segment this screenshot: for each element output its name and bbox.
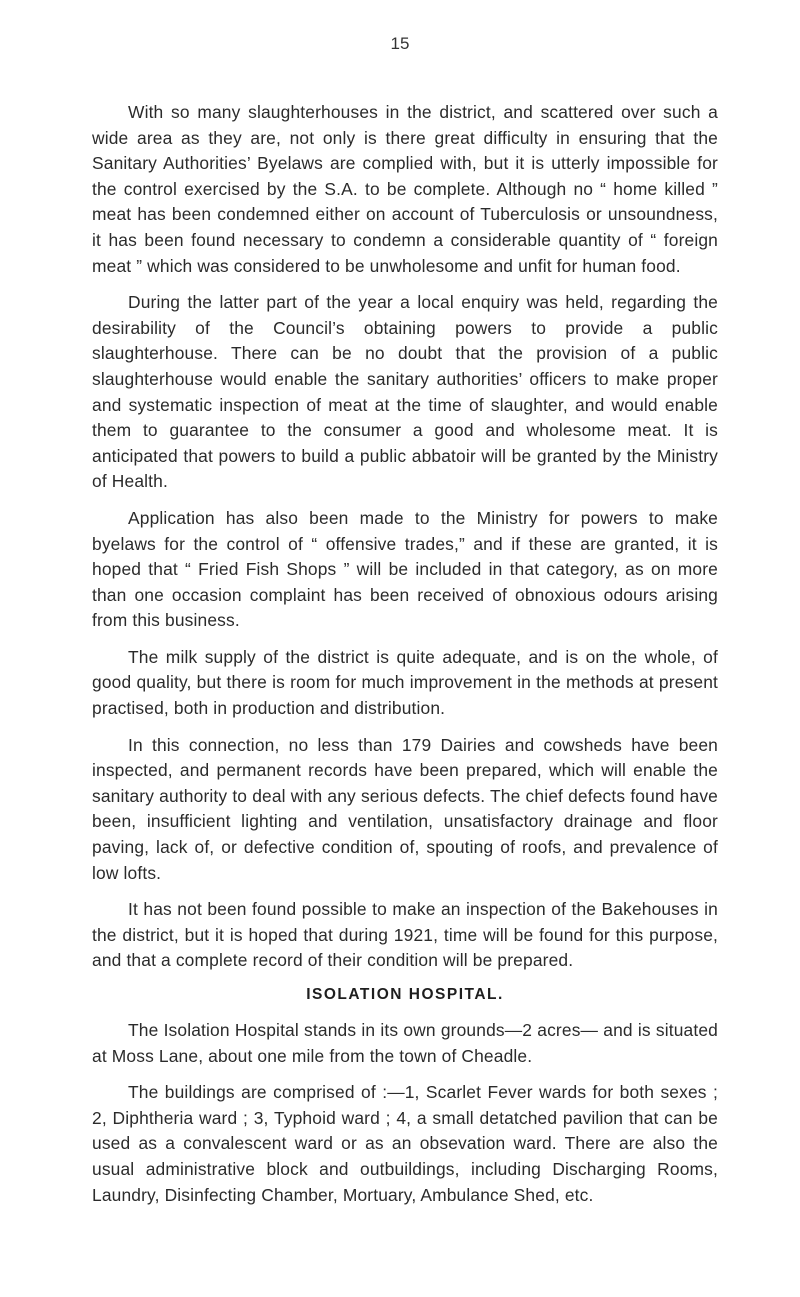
paragraph-isolation-hospital: The Isolation Hospital stands in its own grounds—2 acres— and is situated at Moss Lane, about one mile from the town of Cheadle. [92,1020,718,1066]
paragraph-offensive-trades: Application has also been made to the Ministry for powers to make byelaws for the control of “ offensive trades,” and if these are granted, it is hoped that “ Fried Fish Shops ” will be included in that category, as on more than one occasion complaint has been received of obnoxious odours arising from this business. [92,507,718,631]
paragraph-slaughterhouses: With so many slaughterhouses in the district, and scattered over such a wide area as they are, not only is there great difficulty in ensuring that the Sanitary Authorities’ Byelaws are complied with, but it is utterly impossible for the control exercised by the S.A. to be complete. Although no “ home killed ” meat has been condemned either on account of Tuberculosis or unsoundness, it has been found necessary to condemn a considerable quantity of “ foreign meat ” which was considered to be unwholesome and unfit for human food. [92,102,718,276]
page-number: 15 [390,34,410,53]
paragraph-milk-supply: The milk supply of the district is quite adequate, and is on the whole, of good quality, but there is room for much improvement in the methods at present practised, both in production and distribution. [92,646,718,719]
section-heading: ISOLATION HOSPITAL. [306,986,504,1003]
paragraph-buildings: The buildings are comprised of :—1, Scarlet Fever wards for both sexes ; 2, Diphtheria ward ; 3, Typhoid ward ; 4, a small detatched pavilion that can be used as a convalescent ward or as an obsevation ward. There are also the usual administrative block and outbuildings, including Discharging Rooms, Laundry, Disinfecting Chamber, Mortuary, Ambulance Shed, etc. [92,1082,718,1205]
paragraph-public-slaughterhouse: During the latter part of the year a local enquiry was held, regarding the desirability of the Council’s obtaining powers to provide a public slaughterhouse. There can be no doubt that the provision of a public slaughterhouse would enable the sanitary authorities’ officers to make proper and systematic inspection of meat at the time of slaughter, and would enable them to guarantee to the consumer a good and wholesome meat. It is anticipated that powers to build a public abbatoir will be granted by the Ministry of Health. [92,292,718,492]
paragraph-dairies: In this connection, no less than 179 Dairies and cowsheds have been inspected, and permanent records have been prepared, which will enable the sanitary authority to deal with any serious defects. The chief defects found have been, insufficient lighting and ventilation, unsatisfactory drainage and floor paving, lack of, or defective condition of, spouting of roofs, and prevalence of low lofts. [92,734,718,883]
body-text [92,100,718,1219]
paragraph-bakehouses: It has not been found possible to make an inspection of the Bakehouses in the district, but it is hoped that during 1921, time will be found for this purpose, and that a complete record of their condition will be prepared. [92,899,718,971]
